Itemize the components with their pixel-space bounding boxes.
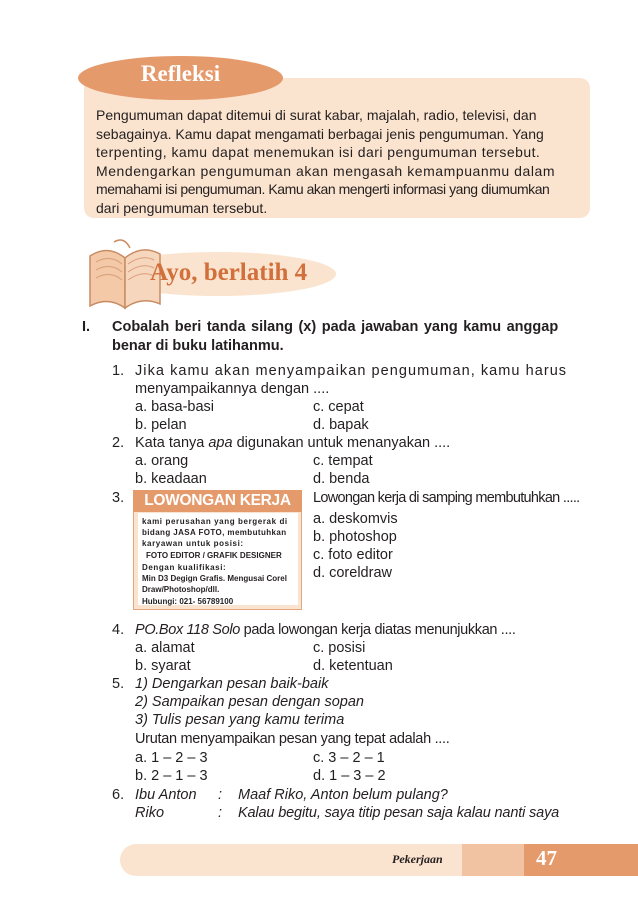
question-number: 4.	[112, 622, 125, 638]
job-ad-contact: Hubungi: 021- 56789100	[142, 597, 234, 606]
job-ad-line: Dengan kualifikasi:	[142, 563, 227, 572]
question-number: 2.	[112, 435, 125, 451]
option: c. tempat	[313, 453, 373, 469]
question-number: 3.	[112, 490, 125, 506]
option: b. 2 – 1 – 3	[135, 768, 208, 784]
option: b. photoshop	[313, 529, 397, 545]
reflection-title: Refleksi	[140, 61, 221, 86]
option: a. 1 – 2 – 3	[135, 750, 208, 766]
speaker: Ibu Anton	[135, 787, 197, 803]
option: a. alamat	[135, 640, 195, 656]
reflection-line: dari pengumuman tersebut.	[96, 199, 268, 216]
option: c. foto editor	[313, 547, 393, 563]
option: b. keadaan	[135, 471, 207, 487]
footer-divider	[462, 844, 524, 876]
option: c. cepat	[313, 399, 364, 415]
question-text: Jika kamu akan menyampaikan pengumuman, kamu harus	[135, 363, 568, 379]
step: 1) Dengarkan pesan baik-baik	[135, 676, 329, 692]
option: d. benda	[313, 471, 370, 487]
option: d. coreldraw	[313, 565, 392, 581]
reflection-line: terpenting, kamu dapat menemukan isi dari pengumuman tersebut.	[96, 144, 541, 160]
section-number: I.	[82, 319, 91, 335]
question-text: Urutan menyampaikan pesan yang tepat adalah ....	[135, 731, 450, 747]
option: d. bapak	[313, 417, 369, 433]
option: a. deskomvis	[313, 511, 398, 527]
reflection-line: sebagainya. Kamu dapat mengamati berbagai jenis pengumuman. Yang	[96, 125, 544, 142]
reflection-line: Mendengarkan pengumuman akan mengasah kemampuanmu dalam	[96, 162, 556, 179]
option: b. pelan	[135, 417, 187, 433]
job-ad-line: Min D3 Degign Grafis. Mengusai Corel	[142, 574, 287, 583]
question-number: 6.	[112, 787, 125, 803]
option: a. orang	[135, 453, 189, 469]
job-ad-position: FOTO EDITOR / GRAFIK DESIGNER	[146, 551, 282, 560]
question-number: 5.	[112, 676, 125, 692]
dialogue-line: Kalau begitu, saya titip pesan saja kalau nanti saya	[238, 805, 560, 821]
job-ad-line: Draw/Photoshop/dll.	[142, 585, 220, 594]
option: b. syarat	[135, 658, 191, 674]
step: 2) Sampaikan pesan dengan sopan	[135, 694, 364, 710]
question-text: Lowongan kerja di samping membutuhkan .....	[313, 490, 580, 506]
question-text: Kata tanya apa digunakan untuk menanyakan ....	[135, 435, 451, 451]
instruction-line: benar di buku latihanmu.	[112, 338, 284, 354]
option: a. basa-basi	[135, 399, 214, 415]
page-number: 47	[536, 846, 557, 870]
chapter-label: Pekerjaan	[392, 852, 443, 866]
option: c. 3 – 2 – 1	[313, 750, 385, 766]
reflection-line: memahami isi pengumuman. Kamu akan mengerti informasi yang diumumkan	[96, 181, 550, 197]
colon: :	[218, 787, 223, 803]
exercise-title: Ayo, berlatih 4	[150, 259, 308, 286]
option: d. ketentuan	[313, 658, 393, 674]
question-number: 1.	[112, 363, 125, 379]
job-ad-line: karyawan untuk posisi:	[142, 539, 244, 548]
speaker: Riko	[135, 805, 165, 821]
job-ad-line: bidang JASA FOTO, membutuhkan	[142, 528, 287, 537]
step: 3) Tulis pesan yang kamu terima	[135, 712, 345, 728]
option: d. 1 – 3 – 2	[313, 768, 386, 784]
colon: :	[218, 805, 223, 821]
instruction-line: Cobalah beri tanda silang (x) pada jawaban yang kamu anggap	[112, 319, 559, 335]
question-text: PO.Box 118 Solo pada lowongan kerja diatas menunjukkan ....	[135, 622, 516, 638]
dialogue-line: Maaf Riko, Anton belum pulang?	[238, 787, 448, 803]
reflection-text	[96, 106, 578, 217]
reflection-line: Pengumuman dapat ditemui di surat kabar, majalah, radio, televisi, dan	[96, 107, 537, 123]
question-text: menyampaikannya dengan ....	[135, 381, 330, 397]
job-ad-line: kami perusahan yang bergerak di	[142, 517, 288, 526]
option: c. posisi	[313, 640, 366, 656]
job-ad-title: LOWONGAN KERJA	[144, 492, 291, 509]
